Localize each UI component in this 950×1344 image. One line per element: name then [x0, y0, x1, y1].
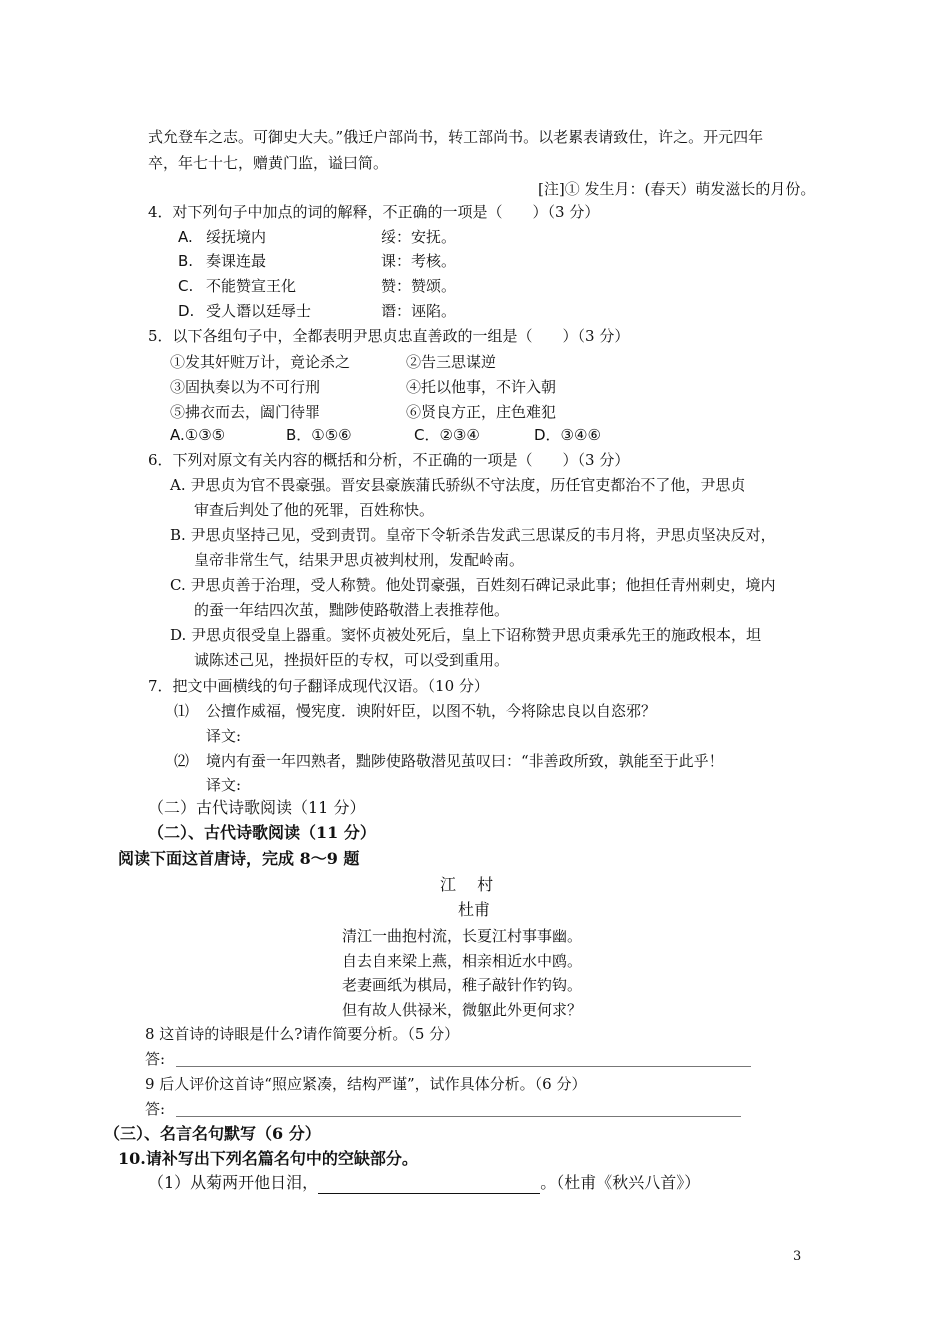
q6-option-a: A. 尹思贞为官不畏豪强。晋安县豪族蒲氏骄纵不守法度，历任官吏都治不了他，尹思贞 [170, 476, 746, 494]
q5-item: ④托以他事，不许入朝 [406, 378, 557, 396]
q5-choice: A.①③⑤ [170, 426, 226, 444]
question-5-stem: 5．以下各组句子中，全都表明尹思贞忠直善政的一组是（ ）（3 分） [148, 327, 630, 345]
q4-option-gloss: 赞：赞颂。 [381, 277, 457, 295]
q7-sentence-1: 公擅作威福，慢宪度．谀附奸臣，以图不轨，今将除忠良以自恣邪？ [206, 702, 657, 720]
question-10-stem: 10.请补写出下列名篇名句中的空缺部分。 [118, 1149, 418, 1168]
q6-option-c-cont: 的蚕一年结四次茧，黜陟使路敬潜上表推荐他。 [194, 601, 510, 619]
q4-option-phrase: 绥抚境内 [206, 228, 267, 246]
poem-line: 自去自来梁上燕，相亲相近水中鸥。 [342, 952, 583, 970]
poem-line: 老妻画纸为棋局，稚子敲针作钓钩。 [342, 976, 583, 994]
q4-option-label: C. [178, 277, 194, 295]
q4-option-phrase: 不能赞宣王化 [206, 277, 297, 295]
q8-answer-line[interactable] [176, 1066, 751, 1067]
q4-option-label: A. [178, 228, 193, 246]
q5-choice: D．③④⑥ [534, 426, 601, 444]
q5-choice: B．①⑤⑥ [286, 426, 352, 444]
q7-sentence-number: ⑵ [174, 752, 190, 770]
question-6-stem: 6．下列对原文有关内容的概括和分析，不正确的一项是（ ）（3 分） [148, 451, 630, 469]
q7-translation-label: 译文: [206, 776, 242, 794]
poem-author: 杜甫 [458, 900, 491, 919]
q6-option-d: D. 尹思贞很受皇上器重。窦怀贞被处死后，皇上下诏称赞尹思贞秉承先王的施政根本，坦 [170, 626, 762, 644]
question-9-stem: 9 后人评价这首诗“照应紧凑，结构严谨”，试作具体分析。（6 分） [145, 1075, 587, 1093]
q4-option-gloss: 课：考核。 [381, 252, 457, 270]
q4-option-gloss: 绥：安抚。 [381, 228, 457, 246]
q4-option-label: D. [178, 302, 195, 320]
section-2-heading-bold: （二）、古代诗歌阅读（11 分） [148, 823, 376, 842]
poem-title: 江 村 [440, 875, 494, 894]
q9-answer-label: 答: [145, 1100, 166, 1118]
q5-item: ③固执奏以为不可行刑 [170, 378, 321, 396]
q5-item: ②告三思谋逆 [406, 353, 497, 371]
q6-option-a-cont: 审查后判处了他的死罪，百姓称快。 [194, 501, 435, 519]
question-7-stem: 7．把文中画横线的句子翻译成现代汉语。（10 分） [148, 677, 489, 695]
q4-option-phrase: 受人谮以廷辱士 [206, 302, 312, 320]
q6-option-b: B. 尹思贞坚持己见，受到责罚。皇帝下令斩杀告发武三思谋反的韦月将，尹思贞坚决反对， [170, 526, 776, 544]
q10-item-1 [148, 1172, 700, 1194]
passage-note: [注]① 发生月：(春天）萌发滋长的月份。 [538, 180, 816, 198]
page-number: 3 [793, 1249, 802, 1264]
q6-option-d-cont: 诚陈述己见，挫损奸臣的专权，可以受到重用。 [194, 651, 510, 669]
q6-option-c: C. 尹思贞善于治理，受人称赞。他处罚豪强，百姓刻石碑记录此事；他担任青州刺史，境内 [170, 576, 776, 594]
poem-line: 清江一曲抱村流，长夏江村事事幽。 [342, 927, 583, 945]
q5-choice: C．②③④ [414, 426, 480, 444]
q5-item: ⑥贤良方正，庄色难犯 [406, 403, 557, 421]
q9-answer-line[interactable] [176, 1116, 741, 1117]
question-4-stem: 4．对下列句子中加点的词的解释，不正确的一项是（ ）（3 分） [148, 203, 600, 221]
q8-answer-label: 答: [145, 1050, 166, 1068]
q10-item-1-suffix: 。（杜甫《秋兴八首》） [540, 1173, 701, 1192]
q7-sentence-number: ⑴ [174, 702, 190, 720]
section-2-instruction: 阅读下面这首唐诗，完成 8～9 题 [118, 849, 360, 868]
q7-translation-label: 译文: [206, 727, 242, 745]
q10-item-1-blank[interactable] [318, 1175, 540, 1194]
q4-option-label: B. [178, 252, 194, 270]
passage-line: 卒，年七十七，赠黄门监，谥曰简。 [148, 154, 389, 172]
q5-item: ①发其奸赃万计，竟论杀之 [170, 353, 351, 371]
section-3-heading: （三）、名言名句默写（6 分） [104, 1124, 321, 1143]
section-2-heading: （二）古代诗歌阅读（11 分） [148, 798, 366, 817]
q10-item-1-prefix: （1）从菊两开他日泪， [148, 1173, 319, 1192]
q5-item: ⑤拂衣而去，阖门待罪 [170, 403, 321, 421]
q4-option-phrase: 奏课连最 [206, 252, 267, 270]
q7-sentence-2: 境内有蚕一年四熟者，黜陟使路敬潜见茧叹曰：“非善政所致，孰能至于此乎！ [206, 752, 724, 770]
passage-line: 式允登车之志。可御史大夫。”俄迁户部尚书，转工部尚书。以老累表请致仕，许之。开元四年 [148, 128, 764, 146]
poem-line: 但有故人供禄米，微躯此外更何求？ [342, 1001, 583, 1019]
q4-option-gloss: 谮：诬陷。 [381, 302, 457, 320]
q6-option-b-cont: 皇帝非常生气，结果尹思贞被判杖刑，发配岭南。 [194, 551, 525, 569]
question-8-stem: 8 这首诗的诗眼是什么?请作简要分析。（5 分） [145, 1025, 460, 1043]
